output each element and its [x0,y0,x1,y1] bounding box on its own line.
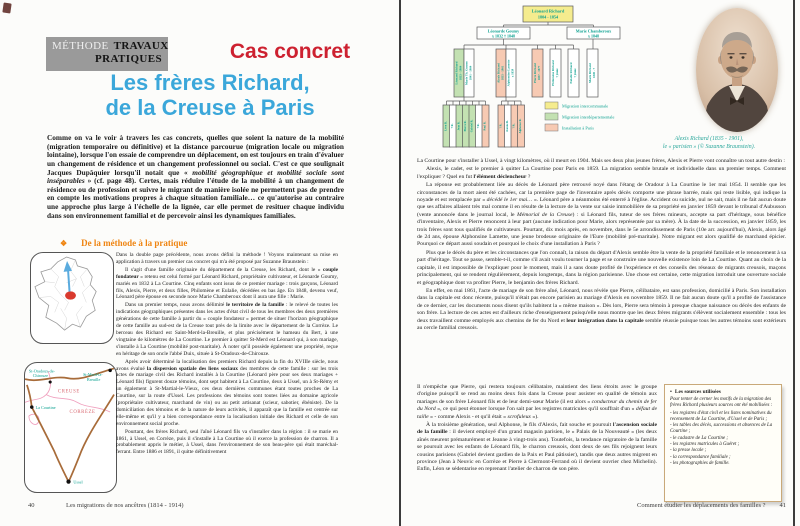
label-st-merd-line1: St-Merd-la- [83,372,103,378]
svg-text:Léon R.: Léon R. [444,121,448,131]
portrait-caption-line1: Alexis Richard (1835 - 1901), [674,136,744,142]
legend-label: Installation à Paris [562,125,594,131]
svg-text:Paul R.: Paul R. [483,121,487,131]
svg-text:1841 - 1904: 1841 - 1904 [468,65,473,81]
svg-text:? R.: ? R. [477,123,480,129]
source-item: - les registres d'état civil et les listes nominatives du recensement de La Courtine, d'Ussel et de Paris ; [670,410,772,422]
tree-spouse2-name: Marie Chamberoux [575,28,612,34]
creuse-highlight [65,291,76,299]
legend-swatch-yellow [545,102,558,109]
sources-intro: Pour tenter de cerner les motifs de la migration des frères Richard plusieurs sources ont été mobilisées : [670,397,773,409]
source-item: - la presse locale ; [670,448,707,454]
scan-artifact [2,2,11,13]
body-paragraph: Il s'agit d'une famille originaire du département de la Creuse, les Richard, dont le « couple fondateur » retenu est celui formé par Léonard Richard, propriétaire cultivateur, et Léonarde Goumy, mariés en 1832 à La Courtine. Cinq enfants sont issus de ce premier mariage : trois garçons, Léonard fils, Alexis, Pierre, et deux filles, Philomène et Eulalie, décédées en bas âge. En 1848, devenu veuf, Léonard père épouse en seconde noce Marie Chamberoux dont il aura une fille : Marie. [116,266,338,301]
tree-spouse1-dates: x 1832 † 1848 [492,33,515,39]
body-paragraph: À la troisième génération, seul Alphonse, le fils d'Alexis, fait souche et poursuit l'ascension sociale de la famille : il devient employé d'un grand magasin parisien, le « Palais de la Nouveauté » (les deux aînés meurent prématurément et Jeanne à vingt-trois ans). Toutefois, la tendance migratoire de la famille se poursuit avec les enfants de Léonard fils, le charron creusois, dont deux de ses fils rejoignent leurs cousins parisiens (Gabriel devient gardien de la Paix et Paul pâtissier), tandis que deux autres migrent en province (Jean à Neuvic en Corrèze et Pierre à Clermont-Ferrand où il devient ouvrier chez Michelin). Enfin, Léon se sédentarise en reprenant l'atelier de charron de son père. [417,422,657,473]
label-creuse: CREUSE [57,389,80,395]
france-map-svg [31,253,112,342]
legend-swatch-green [545,113,558,120]
sources-box-title [670,389,776,395]
article-title-line2: de la Creuse à Paris [105,95,315,120]
portrait-caption-line2: le « parisien » (© Suzanne Braunstein). [662,143,756,150]
svg-text:Philomène Richard: Philomène Richard [551,60,555,86]
body-paragraph: En effet, en mai 1861, l'acte de mariage de son frère aîné, Léonard, nous révèle que Pierre, célibataire, est sans profession, domicilié à Paris. Son installation dans la capitale est donc récente, puisqu'il n'était pas encore parisien au mariage d'Alexis en novembre 1859. Il ne fait aucun doute qu'il a profité de l'assistance de ce dernier, car les documents nous disent qu'ils habitent la « même maison ». Dès lors, Pierre sera témoin à presque chaque naissance ou décès des enfants de son frère. La lecture de ces actes est d'ailleurs riche d'enseignement puisqu'elle nous montre que les deux frères migrants s'élèvent socialement ensemble : tous les deux travaillent comme employés aux chemins de fer du Nord et leur intégration dans la capitale semble réussie puisque tous les autres témoins sont extérieurs au cercle familial creusois. [417,287,786,331]
page-spine-divider [399,0,401,526]
body-paragraph: Alexis, le cadet, est le premier à quitter La Courtine pour Paris en 1859. La migration semble brutale et individuelle dans un premier temps. Comment l'expliquer ? Quel en fut l'élément déclencheur ? [417,166,786,180]
legend-label: Migration intercommunale [562,103,609,109]
svg-text:? R.: ? R. [512,123,516,129]
svg-text:1837 - 19??: 1837 - 19?? [537,65,542,81]
body-paragraph: Pourtant, des frères Richard, seul l'aîné Léonard fils va s'installer dans la région : il se marie en 1861, à Ussel, en Corrèze, puis il s'installe à La Courtine où il exerce la profession de charron. Il a probablement appris le métier, à Ussel, dans l'environnement de son beau-père qui était maréchal-ferrant. Entre 1886 et 1891, il quitte définitivement [116,428,338,456]
tree-legend [545,102,614,131]
family-tree-svg [410,4,690,154]
svg-text:Gabriel R.: Gabriel R. [470,119,474,133]
body-paragraph: Dans un premier temps, nous avons délimité le territoire de la famille : le relevé de toutes les indications géographiques présentes dans les actes d'état civil de tous les membres des deux premières générations de cette famille à partir du « couple fondateur » permet de situer l'horizon géographique de cette famille au sud-est de la Creuse tout près de la limite avec le département de la Corrèze. Le berceau des Richard est Saint-Merd-la-Breuille, et plus précisément le hameau du Bert, à une vingtaine de kilomètres de La Courtine. Le premier à quitter St-Merd est Léonard qui, à son mariage, s'installe à La Courtine (mobilité post-maritale). À noter qu'il possède également une propriété, reçue en héritage de son oncle l'abbé Duix, située à St-Oradoux-de-Chirouze. [116,302,338,357]
page-number-right: 41 [779,502,786,509]
left-body-column [116,252,338,498]
article-title [50,70,370,120]
bullet-icon: • [670,389,672,395]
portrait-caption [618,136,800,151]
legend-swatch-salmon [545,124,558,131]
tag-word-pratiques: PRATIQUES [95,53,162,65]
article-title-line1: Les frères Richard, [110,70,310,95]
tag-word-methode: MÉTHODE [52,40,109,52]
body-paragraph: La réponse est probablement liée au décès de Léonard père retrouvé noyé dans l'étang de Oradour à La Courtine le 1er mai 1854. Il semble que les circonstances de la mort aient été cachées, car la première page de l'inventaire après décès comporte une phrase barrée, mais qui reste lisible, qui indique la noyade et est remplacée par « décédé le 1er mai… ». Léonard père a néanmoins été enterré à l'église. Accident ou suicide, nul ne sait, mais il ne fait aucun doute que ses affaires allaient très mal comme il en résulte de la lecture de la vente sur saisie immobilière de sa propriété en janvier 1859 devant le tribunal d'Aubusson (vente annoncée dans le journal local, le Mémorial de la Creuse) : si Léonard fils, tuteur de ses frères mineurs, accepte sa part d'héritage, sous bénéfice d'inventaire, Alexis et Pierre renoncent à leur part (aucune indication pour Marie, alors représentée par sa mère). À la date de la succession, en janvier 1859, les trois frères sont tous qualifiés de cultivateurs. Pourtant, dix mois après, en novembre, dans le 5e arrondissement de Paris (10e arr. aujourd'hui), Alexis, alors âgé de 24 ans, épouse Alphonsine Lamette, une jeune brodeuse originaire de l'Eure (mobilité pré-maritale). Notre migrant est alors qualifié de marchand épicier. Pourquoi ce départ aussi soudain et pourquoi le choix d'une installation à Paris ? [417,182,786,248]
source-item: - la correspondance familiale ; [670,454,731,460]
tree-root-name: Léonard Richard [531,8,565,14]
svg-text:Marie Th. Goumy: Marie Th. Goumy [464,61,469,85]
label-la-courtine: La Courtine [35,405,56,411]
tree-grandchildren [443,105,525,147]
svg-text:Léonard Richard: Léonard Richard [454,61,459,85]
svg-text:1833 - 1904: 1833 - 1904 [458,65,463,81]
sources-box [664,384,782,502]
map-labels [29,368,103,484]
portrait-photo [696,8,778,132]
tag-word-travaux: TRAVAUX [113,40,169,52]
detail-map-svg [25,363,115,491]
tree-spouse2-dates: x 1848 [588,33,599,39]
svg-text:x 1859: x 1859 [510,68,515,78]
footer-right [418,502,786,509]
tree-spouse1-name: Léonarde Goumy [487,28,520,34]
ornament-icon: ❖ [60,239,68,248]
section-heading [60,238,340,248]
body-paragraph: Il n'empêche que Pierre, qui restera toujours célibataire, maintient des liens étroits avec le groupe d'origine puisqu'il se rend au moins deux fois dans la Creuse pour assister en qualité de témoin aux mariages de son frère Léonard fils et de leur demi-sœur Marie (il est alors « conducteur du chemin de fer du Nord », ce qui peut étonner lorsque l'on sait par les registres matricules qu'il souffrait d'un « défaut de taille » - comme Alexis - et qu'il était « scrofuleux »). [417,384,657,420]
section-heading-text: De la méthode à la pratique [81,238,188,248]
page-number-left: 40 [28,502,35,509]
sources-box-body [670,397,776,467]
running-title-left: Les migrations de nos ancêtres (1814 - 1914) [66,502,184,509]
source-item: - le cadastre de La Courtine ; [670,435,728,441]
svg-text:Alphonse R.: Alphonse R. [519,118,522,134]
svg-text:Alexis Richard: Alexis Richard [496,63,501,83]
legend-label: Migration interdépartementale [562,114,615,120]
detail-map [24,362,117,493]
method-tag [46,37,168,71]
sources-title-text: Les sources utilisées [674,389,721,395]
roads [25,368,114,481]
svg-text:† jeune: † jeune [555,68,560,78]
label-st-oradoux-line1: St-Oradoux-de- [28,368,55,374]
svg-text:? R.: ? R. [499,123,503,129]
kicker-cas-concret: Cas concret [229,40,351,63]
source-item: - les registres matricules à Guéret ; [670,442,740,448]
label-st-oradoux-line2: Chirouze [32,373,48,379]
svg-text:Alphonsine Lamette: Alphonsine Lamette [506,59,511,87]
body-paragraph: La Courtine pour s'installer à Ussel, à vingt kilomètres, où il meurt en 1904. Mais ses deux plus jeunes frères, Alexis et Pierre vont connaître un tout autre destin : [417,158,785,164]
label-correze: CORRÈZE [69,409,96,415]
source-item: - les photographies de famille. [670,460,730,466]
svg-text:1849 - ?: 1849 - ? [592,68,597,78]
svg-text:? R.: ? R. [451,123,454,129]
portrait-svg [696,8,778,132]
svg-text:Jean R.: Jean R. [457,121,461,131]
tree-root-dates: 1804 - 1854 [537,14,559,20]
source-item: - les tables des décès, successions et absences de La Courtine ; [670,423,773,435]
body-paragraph: Après avoir déterminé la localisation des premiers Richard depuis la fin du XVIIIe siècle, nous avons évalué la dispersion spatiale des liens sociaux des membres de cette famille : sur les trois actes de mariage civil des Richard installés à la Courtine (Léonard père pour ses deux mariages + Léonard fils) figurent douze témoins, dont sept habitent à La Courtine, deux à Ussel, un à St-Rémy et un également à St-Martial-le-Vieux, ces deux dernières communes étant toutes proches de La Courtine, sur la route d'Ussel. Les professions des témoins sont toutes liées au domaine agricole (propriétaire cultivateur, marchand de vin) ou au petit artisanat (scieur, sabotier, ébéniste). De la domiciliation des témoins et de la nature de leurs activités, il apparaît que la famille est centrée sur elle-même et qu'il y a bien correspondance entre la localisation initiale des Richard et celle de son environnement social proche. [116,358,338,427]
label-st-merd-line2: Breuille [86,377,101,383]
svg-text:Pierre R.: Pierre R. [464,120,467,132]
svg-text:Pierre Richard: Pierre Richard [533,63,537,83]
svg-text:Jeanne R.: Jeanne R. [506,120,509,132]
svg-text:1835 - 1901: 1835 - 1901 [500,65,505,81]
body-paragraph: Plus que le décès du père et les circonstances que l'on connaît, la raison du départ d'Alexis semble être la vente de la propriété familiale et le renoncement à sa part d'héritage. Tout se passe, semble-t-il, comme s'il avait voulu tourner la page et se construire une nouvelle existence loin de La Courtine. Quant au choix de la capitale, il est impossible de l'expliquer pour le moment, mais il a sans doute profité de l'expérience et des conseils des réseaux de migrants creusois, maçons principalement, qui se rendent régulièrement, depuis longtemps, dans la région parisienne. Une chose est certaine, cette migration introduit une ouverture sociale et géographique dont va profiter Pierre, le benjamin des frères Richard. [417,249,786,286]
right-body-column-narrow [417,384,657,498]
running-title-right: Comment étudier les déplacements des familles ? [636,502,766,509]
right-body-column [417,158,786,383]
body-paragraph: Dans la double page précédente, nous avons défini la méthode ! Voyons maintenant sa mise en application à travers un premier cas concret qui m'a été proposé par Suzanne Braunstein : [116,252,338,265]
label-ussel: Ussel [73,479,83,485]
tree-children [454,49,598,97]
svg-text:Marie Richard: Marie Richard [588,63,592,83]
page-right-edge [793,0,795,526]
intro-paragraph: Comme on va le voir à travers les cas concrets, quelles que soient la nature de la mobilité (migration temporaire ou définitive) et la distance parcourue (migration locale ou migration lointaine), lorsque l'on essaie de comprendre un déplacement, on est toujours en train d'évaluer un changement de résidence et un changement professionnel ou social. C'est ce que soulignait Jacques Dupâquier lorsqu'il notait que « mobilité géographique et mobilité sociale sont inséparables » (cf. page 48). Certes, mais réduire l'étude de la mobilité à un changement de résidence ou de profession et suivre le migrant de manière isolée ne permettent pas de prendre en compte les motivations propres à chaque situation familiale… ce qu'autorise au contraire une approche plus large à l'échelle de la lignée, car elle permet de resituer chaque individu dans son environnement familial et de percevoir ainsi les dynamiques familiales. [47,133,344,220]
svg-text:† jeune: † jeune [573,68,578,78]
france-locator-map [30,252,114,344]
family-tree [410,4,690,154]
svg-text:Eulalie Richard: Eulalie Richard [569,62,573,84]
